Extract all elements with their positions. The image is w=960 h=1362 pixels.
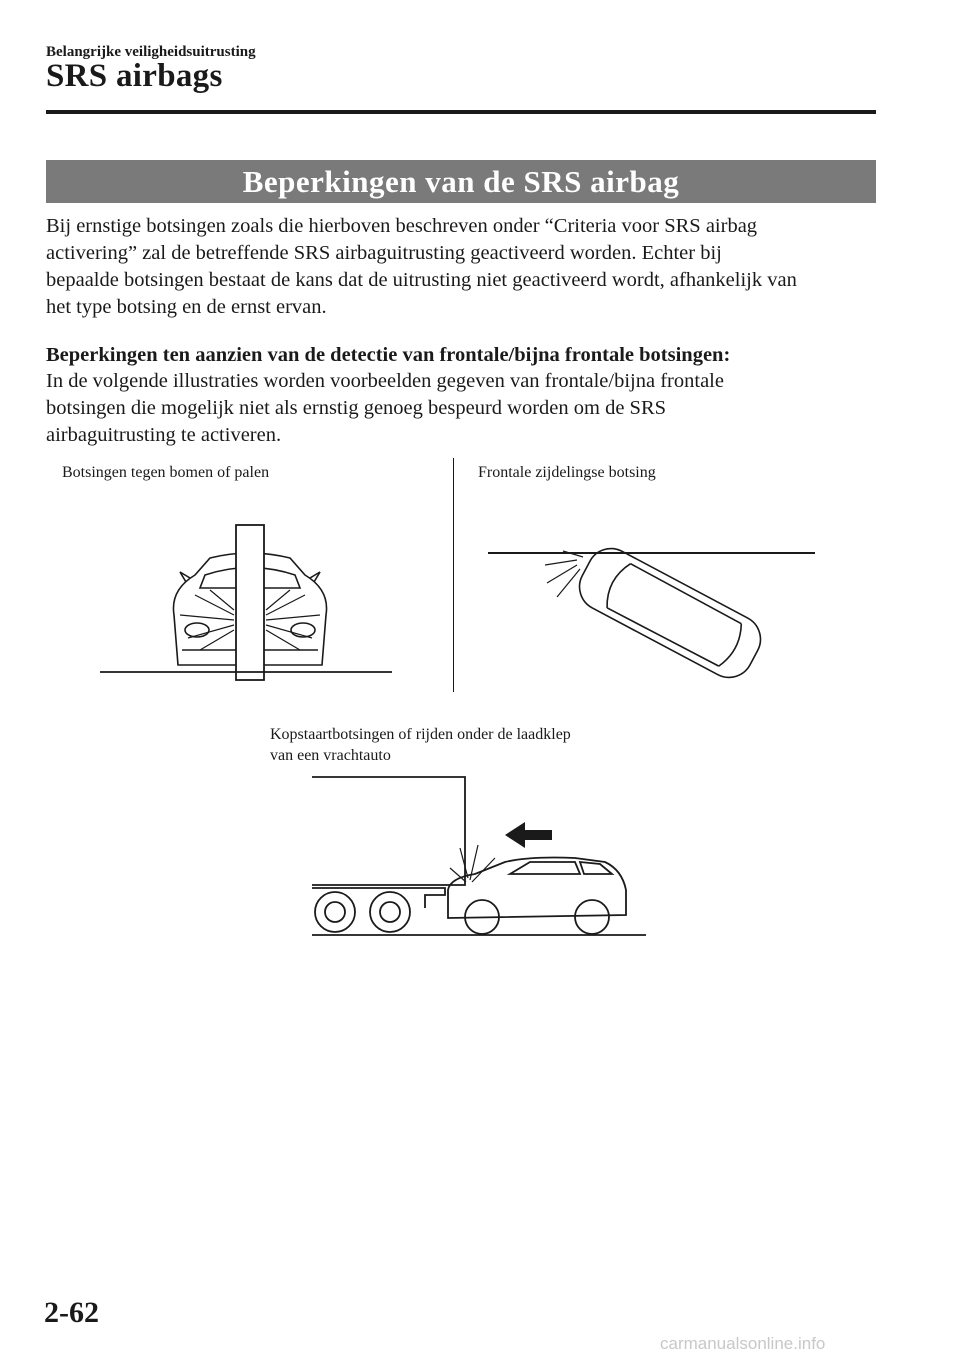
underride-collision-illustration bbox=[300, 770, 650, 940]
section-band: Beperkingen van de SRS airbag bbox=[46, 160, 876, 203]
impact-burst-left bbox=[180, 590, 234, 650]
suv-windows bbox=[510, 862, 612, 874]
underride-caption-line: Kopstaartbotsingen of rijden onder de laadklep bbox=[270, 726, 571, 743]
pole bbox=[236, 525, 264, 680]
detail-line: In de volgende illustraties worden voorbeelden gegeven van frontale/bijna frontale bbox=[46, 370, 724, 392]
truck-wheel-2 bbox=[370, 892, 410, 932]
section-title: SRS airbags bbox=[46, 58, 223, 94]
car-top-roof-line-2 bbox=[607, 607, 719, 667]
intro-line: bepaalde botsingen bestaat de kans dat de uitrusting niet geactiveerd wordt, afhankelijk van bbox=[46, 269, 797, 291]
intro-line: Bij ernstige botsingen zoals die hierboven beschreven onder “Criteria voor SRS airbag bbox=[46, 215, 758, 237]
underride-caption bbox=[270, 724, 571, 766]
car-mirror-left bbox=[180, 572, 190, 582]
suv-body bbox=[448, 858, 626, 919]
watermark: carmanualsonline.info bbox=[660, 1334, 826, 1353]
pole-collision-illustration bbox=[100, 520, 400, 690]
detail-paragraph bbox=[46, 368, 881, 449]
truck-wheel-1-hub bbox=[325, 902, 345, 922]
car-top-roof-line bbox=[630, 564, 742, 624]
underride-caption-line: van een vrachtauto bbox=[270, 747, 391, 764]
detail-line: airbaguitrusting te activeren. bbox=[46, 424, 282, 446]
illustration-divider bbox=[453, 458, 454, 692]
intro-paragraph bbox=[46, 213, 881, 321]
offset-collision-caption: Frontale zijdelingse botsing bbox=[478, 464, 656, 481]
truck-bed bbox=[312, 777, 465, 885]
detail-line: botsingen die mogelijk niet als ernstig genoeg bespeurd worden om de SRS bbox=[46, 397, 667, 419]
truck-wheel-2-hub bbox=[380, 902, 400, 922]
car-top-body bbox=[571, 540, 769, 686]
suv-rear-wheel bbox=[575, 900, 609, 934]
offset-collision-illustration bbox=[485, 535, 820, 675]
intro-line: activering” zal de betreffende SRS airbaguitrusting geactiveerd worden. Echter bij bbox=[46, 242, 722, 264]
truck-wheel-1 bbox=[315, 892, 355, 932]
impact-burst bbox=[545, 551, 583, 597]
subheading: Beperkingen ten aanzien van de detectie van frontale/bijna frontale botsingen: bbox=[46, 344, 731, 366]
pole-collision-caption: Botsingen tegen bomen of palen bbox=[62, 464, 270, 481]
direction-arrow bbox=[505, 822, 552, 848]
page-number: 2-62 bbox=[44, 1296, 99, 1329]
header-rule bbox=[46, 110, 876, 114]
car-top-windshield bbox=[601, 560, 631, 607]
chapter-label: Belangrijke veiligheidsuitrusting bbox=[46, 44, 256, 60]
impact-burst bbox=[450, 845, 495, 882]
car-top-rear-window bbox=[719, 624, 747, 669]
truck-frame bbox=[312, 888, 445, 908]
car-mirror-right bbox=[310, 572, 320, 582]
impact-burst-right bbox=[266, 590, 320, 650]
intro-line: het type botsing en de ernst ervan. bbox=[46, 296, 327, 318]
